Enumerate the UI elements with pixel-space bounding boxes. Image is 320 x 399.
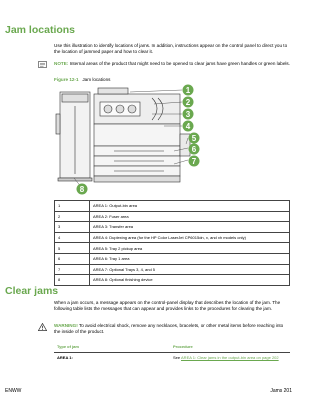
area-number: 5	[55, 243, 90, 254]
area-number: 6	[55, 253, 90, 264]
printer-body	[94, 85, 191, 182]
svg-text:1: 1	[185, 85, 191, 95]
area-number: 2	[55, 211, 90, 222]
area-number: 4	[55, 232, 90, 243]
column-header-procedure: Procedure	[170, 342, 290, 352]
printer-jam-illustration	[54, 84, 204, 196]
jam-locations-intro: Use this illustration to identify locations of jams. In addition, instructions appear on the control panel to direct you to the location of jammed paper and how to clear it.	[54, 43, 288, 55]
callout-1	[183, 85, 194, 96]
procedure-see: See	[173, 354, 181, 360]
area-number: 1	[55, 201, 90, 212]
warning-icon	[38, 323, 47, 331]
table-row	[55, 264, 290, 275]
jam-type: AREA 1:	[57, 354, 73, 360]
table-row	[55, 275, 290, 286]
area-number: 3	[55, 222, 90, 233]
jam-area-table	[54, 200, 290, 286]
clear-jams-table	[54, 342, 290, 362]
section-heading-jam-locations: Jam locations	[5, 24, 76, 36]
area-description: AREA 4: Duplexing area (for the HP Color LaserJet CP6015dn, x, and xh models only)	[90, 232, 290, 243]
section-heading-clear-jams: Clear jams	[5, 285, 59, 297]
figure-caption	[54, 77, 110, 82]
warning-block	[54, 323, 290, 335]
svg-text:3: 3	[185, 109, 191, 119]
table-row	[55, 211, 290, 222]
callout-4	[183, 121, 194, 132]
area-description: AREA 5: Tray 2 pickup area	[90, 243, 290, 254]
note-block	[54, 61, 290, 67]
area-description: AREA 8: Optional finishing device	[90, 275, 290, 286]
area-number: 8	[55, 275, 90, 286]
footer-left: ENWW	[5, 388, 22, 394]
table-row	[55, 243, 290, 254]
footer-page-number: Jams 201	[270, 388, 292, 394]
svg-text:5: 5	[191, 133, 197, 143]
figure-title: Jam locations	[82, 77, 111, 82]
svg-text:8: 8	[79, 184, 85, 194]
clear-jams-intro: When a jam occurs, a message appears on the control-panel display that describes the location of the jam. The following table lists the messages that can appear and provides links to the procedures for clearing the jam.	[54, 300, 281, 312]
note-icon	[38, 61, 47, 68]
callout-3	[183, 109, 194, 120]
note-text: Internal areas of the product that might need to be opened to clear jams have green handles or green labels.	[69, 61, 290, 66]
column-header-type: Type of jam	[54, 342, 170, 352]
table-header-row	[54, 342, 290, 352]
warning-label: WARNING!	[54, 323, 78, 328]
callout-7	[189, 156, 200, 167]
area-description: AREA 7: Optional Trays 3, 4, and 5	[90, 264, 290, 275]
finishing-device	[56, 92, 92, 181]
area-description: AREA 1: Output-bin area	[90, 201, 290, 212]
callout-6	[189, 144, 200, 155]
table-row	[55, 201, 290, 212]
warning-text: To avoid electrical shock, remove any necklaces, bracelets, or other metal items before reaching into the inside of the product.	[54, 323, 284, 335]
area-description: AREA 3: Transfer area	[90, 222, 290, 233]
procedure-link[interactable]: AREA 1: Clear jams in the output-bin area on page 202	[181, 354, 279, 360]
callout-2	[183, 97, 194, 108]
procedure-cell	[170, 352, 290, 362]
svg-text:4: 4	[185, 121, 191, 131]
svg-text:7: 7	[191, 156, 197, 166]
table-row	[55, 232, 290, 243]
table-row	[55, 253, 290, 264]
table-row	[54, 352, 290, 362]
area-number: 7	[55, 264, 90, 275]
callout-5	[189, 133, 200, 144]
svg-text:2: 2	[185, 97, 191, 107]
area-description: AREA 6: Tray 1 area	[90, 253, 290, 264]
table-row	[55, 222, 290, 233]
area-description: AREA 2: Fuser area	[90, 211, 290, 222]
note-label: NOTE:	[54, 61, 69, 66]
svg-text:6: 6	[191, 144, 197, 154]
callout-8	[77, 184, 88, 195]
figure-number: Figure 12-1	[54, 77, 79, 82]
